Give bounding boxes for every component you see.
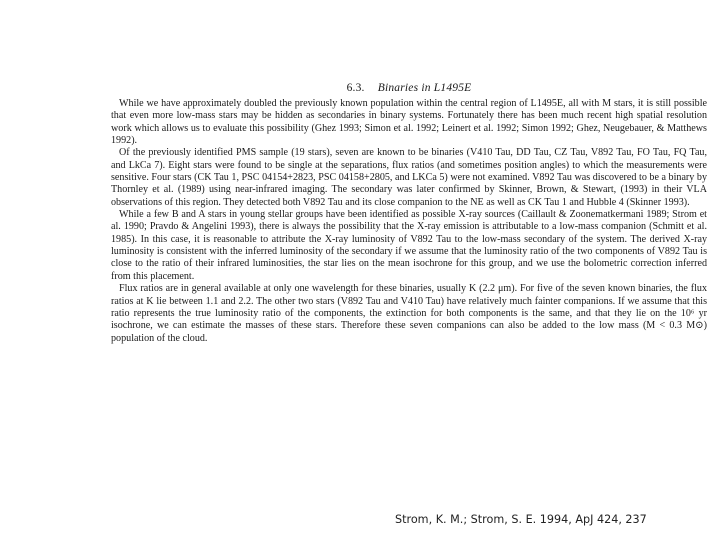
paragraph-binaries-intro: While we have approximately doubled the previously known population within the central region of L1495E, all with M stars, it is still possible that even more low-mass stars may be hidden as secondaries in binary systems. Fortunately there has been much recent high spatial resolution work which allows us to evaluate this possibility (Ghez 1993; Simon et al. 1992; Leinert et al. 1992; Simon 1992; Ghez, Neugebauer, & Matthews 1992). xyxy=(111,98,707,147)
section-title: Binaries in L1495E xyxy=(377,82,472,94)
citation-caption: Strom, K. M.; Strom, S. E. 1994, ApJ 424, 237 xyxy=(395,513,647,526)
paper-page xyxy=(111,82,707,345)
paragraph-flux-ratios: Flux ratios are in general available at only one wavelength for these binaries, usually K (2.2 μm). For five of the seven known binaries, the flux ratios at K lie between 1.1 and 2.2. The other two stars (V892 Tau and V410 Tau) have relatively much fainter companions. If we assume that this ratio represents the true luminosity ratio of the components, the extinction for both components is the same, and that they lie on the 10⁶ yr isochrone, we can estimate the masses of these stars. Therefore these seven companions can also be added to the low mass (M < 0.3 M⊙) population of the cloud. xyxy=(111,283,707,344)
paragraph-pms-sample: Of the previously identified PMS sample (19 stars), seven are known to be binaries (V410 Tau, DD Tau, CZ Tau, V892 Tau, FO Tau, FQ Tau, and LkCa 7). Eight stars were found to be single at the separations, flux ratios (and sometimes position angles) to which the measurements were sensitive. Four stars (CK Tau 1, PSC 04154+2823, PSC 04158+2805, and LKCa 5) were not examined. V892 Tau was discovered to be a binary by Thornley et al. (1989) using near-infrared imaging. The secondary was later confirmed by Skinner, Brown, & Stewart, (1993) in their VLA observations of this region. They detected both V892 Tau and its close companion to the NE as well as CK Tau 1 and Hubble 4 (Skinner 1993). xyxy=(111,147,707,208)
paragraph-xray-sources: While a few B and A stars in young stellar groups have been identified as possible X-ray sources (Caillault & Zoonematkermani 1989; Strom et al. 1990; Pravdo & Angelini 1993), there is always the possibility that the X-ray emission is attributable to a low-mass companion (Schmitt et al. 1985). In this case, it is reasonable to attribute the X-ray luminosity of V892 Tau to the low-mass secondary of the system. The derived X-ray luminosity is consistent with the inferred luminosity of the secondary if we assume that the luminosity ratio of the two components of V892 Tau is close to the ratio of their infrared luminosities, the star lies on the mean isochrone for this group, and we use the bolometric correction inferred from this placement. xyxy=(111,209,707,282)
section-heading xyxy=(111,82,707,94)
section-number: 6.3. xyxy=(346,82,365,94)
